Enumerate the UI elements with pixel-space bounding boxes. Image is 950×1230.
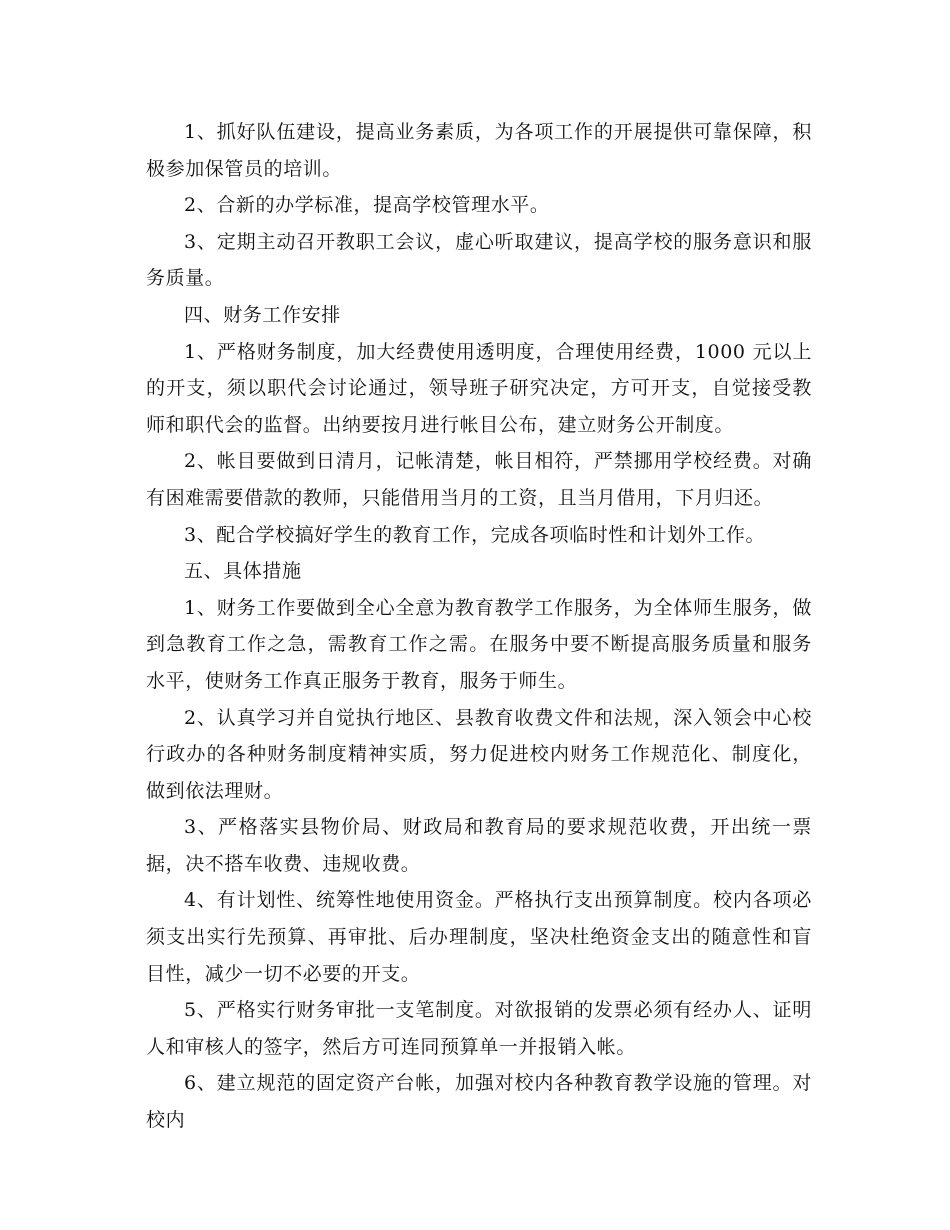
paragraph: 5、严格实行财务审批一支笔制度。对欲报销的发票必须有经办人、证明人和审核人的签字，然后方可连同预算单一并报销入帐。: [146, 999, 812, 1058]
section-heading: 五、具体措施: [184, 560, 302, 583]
paragraph: 1、严格财务制度，加大经费使用透明度，合理使用经费，1000 元以上的开支，须以职代会讨论通过，领导班子研究决定，方可开支，自觉接受教师和职代会的监督。出纳要按月进行帐目公布，建立财务公开制度。: [146, 340, 812, 436]
paragraph: 2、帐目要做到日清月，记帐清楚，帐目相符，严禁挪用学校经费。对确有困难需要借款的教师，只能借用当月的工资，且当月借用，下月归还。: [146, 450, 812, 509]
paragraph: 1、财务工作要做到全心全意为教育教学工作服务，为全体师生服务，做到急教育工作之急，需教育工作之需。在服务中要不断提高服务质量和服务水平，使财务工作真正服务于教育，服务于师生。: [146, 596, 812, 692]
paragraph: 3、严格落实县物价局、财政局和教育局的要求规范收费，开出统一票据，决不搭车收费、违规收费。: [146, 816, 812, 875]
paragraph: 3、定期主动召开教职工会议，虚心听取建议，提高学校的服务意识和服务质量。: [146, 230, 812, 290]
section-heading: 四、财务工作安排: [184, 303, 341, 326]
paragraph: 6、建立规范的固定资产台帐，加强对校内各种教育教学设施的管理。对校内: [146, 1072, 812, 1132]
paragraph: 2、认真学习并自觉执行地区、县教育收费文件和法规，深入领会中心校行政办的各种财务制度精神实质，努力促进校内财务工作规范化、制度化，做到依法理财。: [146, 706, 812, 802]
document-body: [146, 114, 812, 1139]
paragraph: 2、合新的办学标准，提高学校管理水平。: [184, 194, 550, 217]
paragraph: 4、有计划性、统筹性地使用资金。严格执行支出预算制度。校内各项必须支出实行先预算、再审批、后办理制度，坚决杜绝资金支出的随意性和盲目性，减少一切不必要的开支。: [146, 889, 812, 985]
paragraph: 3、配合学校搞好学生的教育工作，完成各项临时性和计划外工作。: [184, 523, 766, 546]
paragraph: 1、抓好队伍建设，提高业务素质，为各项工作的开展提供可靠保障，积极参加保管员的培训。: [146, 121, 812, 180]
